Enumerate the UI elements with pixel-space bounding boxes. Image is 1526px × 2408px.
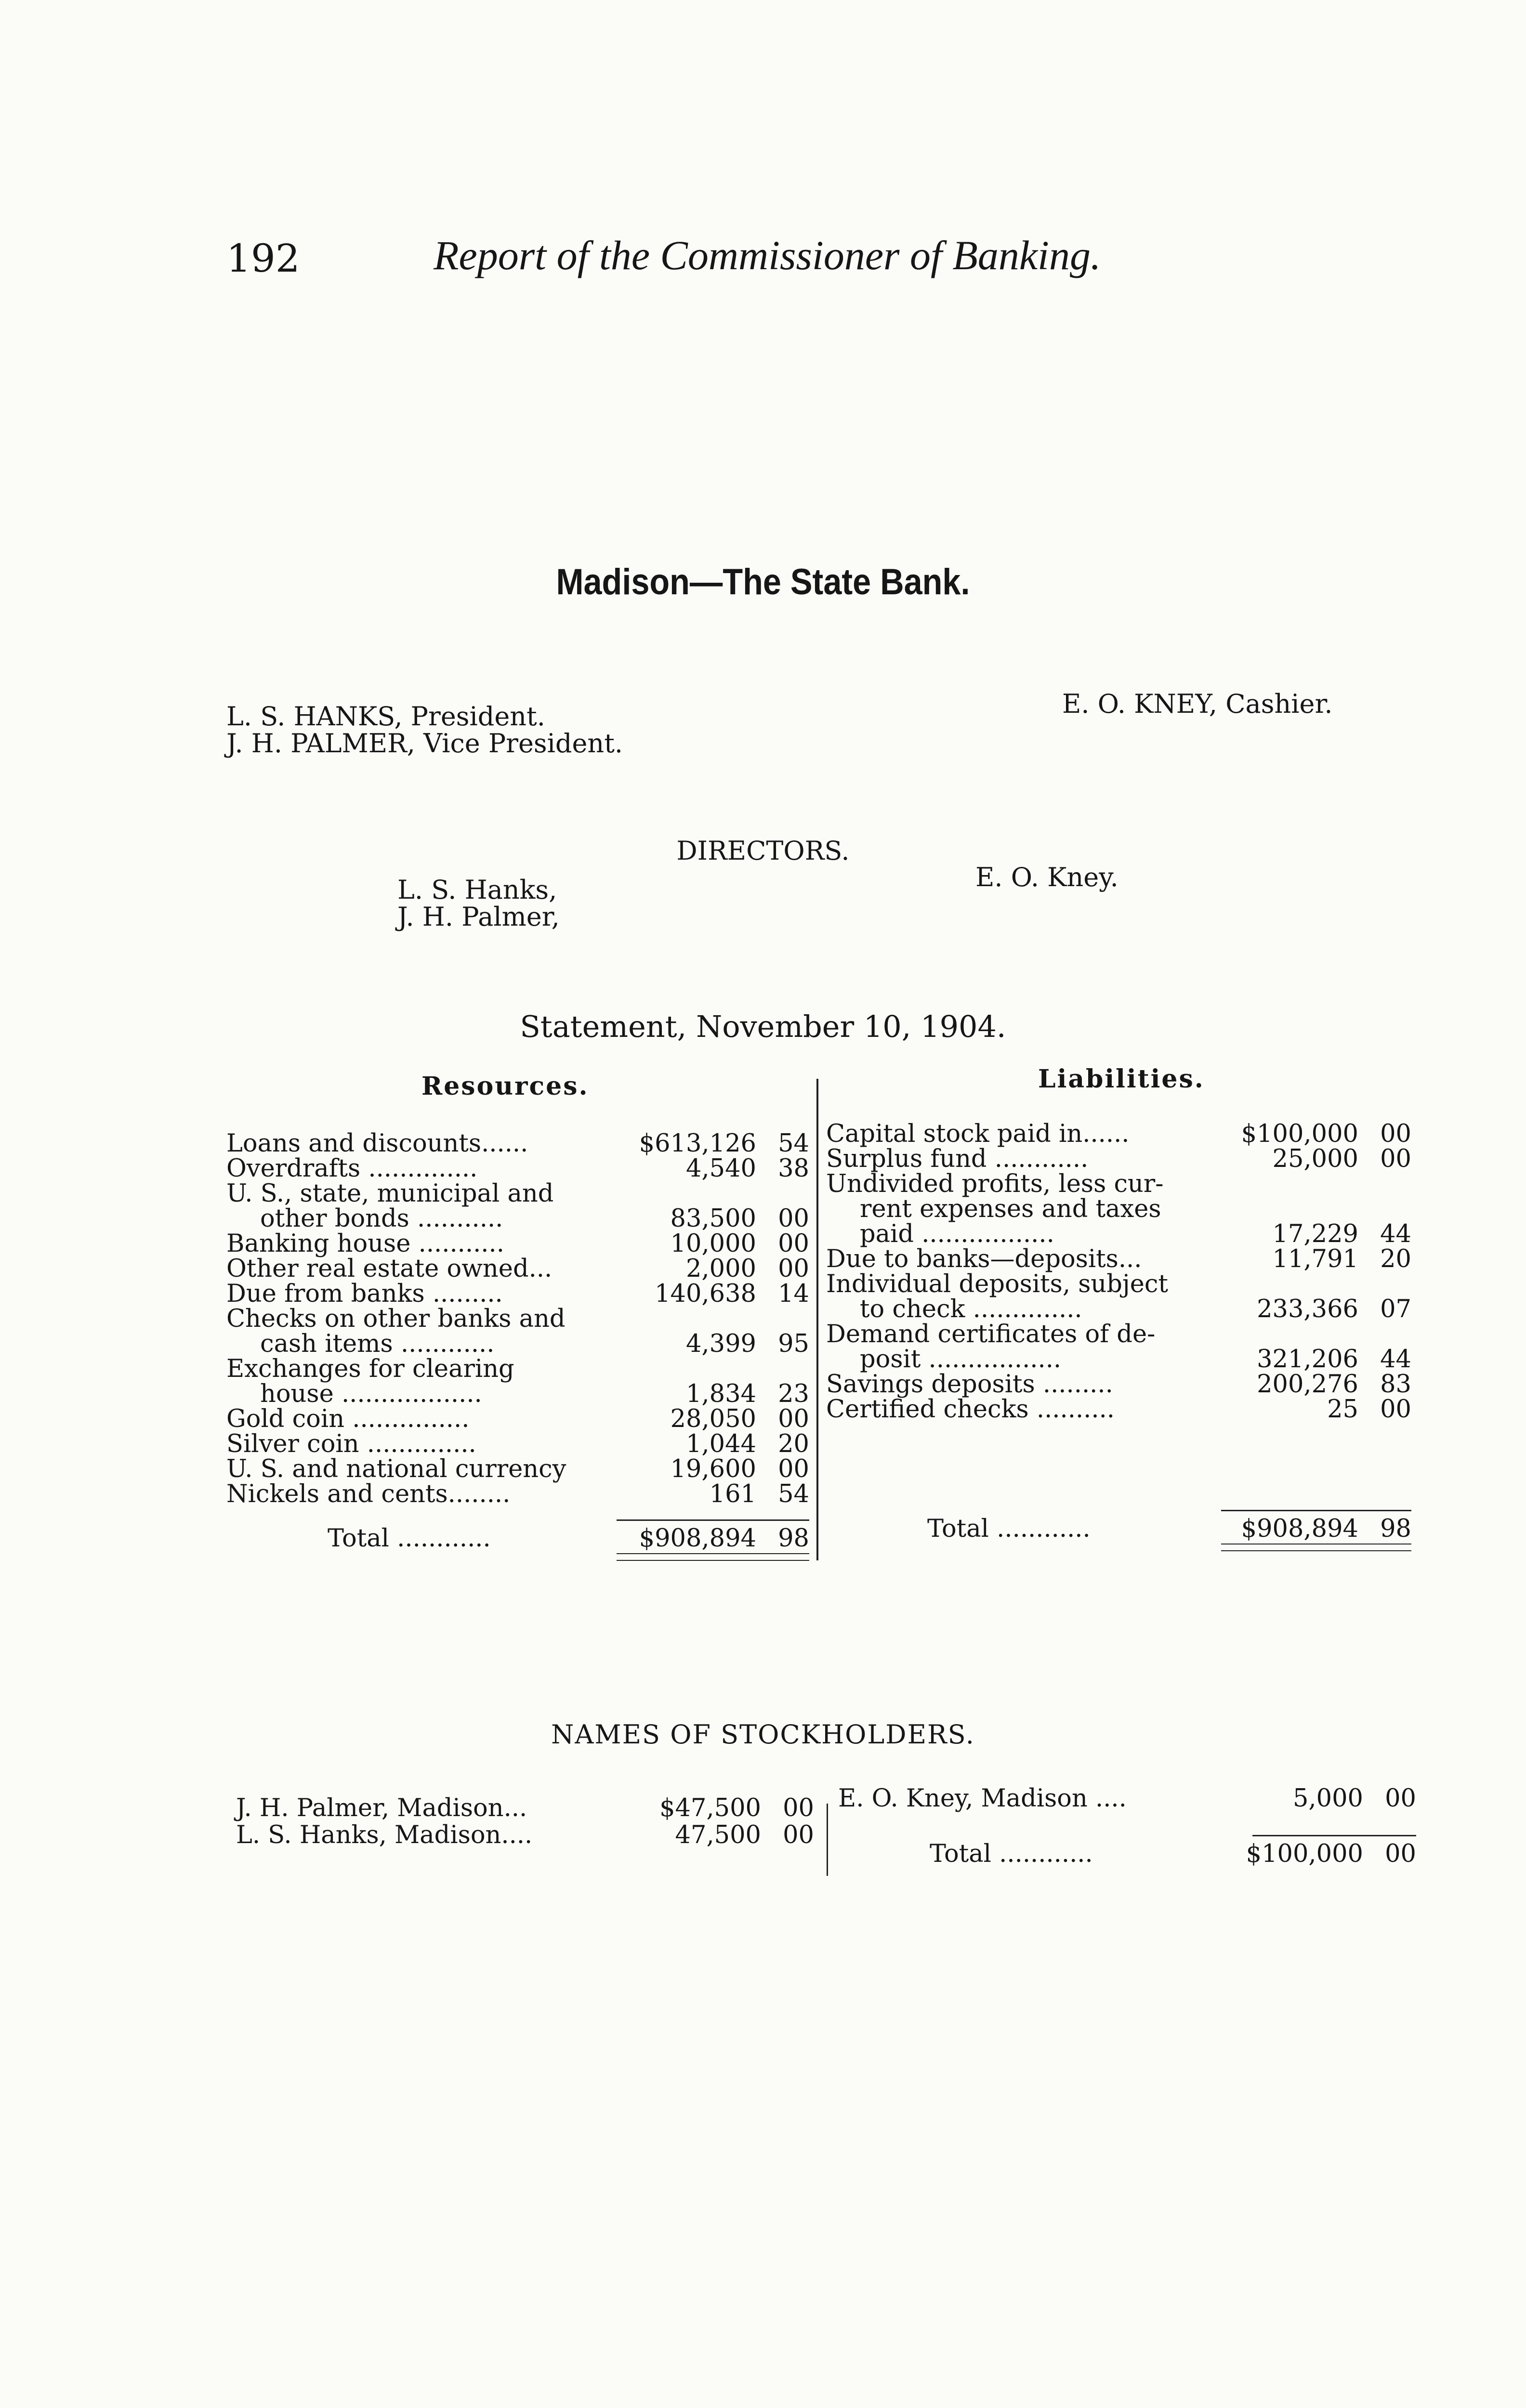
ledger-label: Certified checks ..........	[826, 1395, 1115, 1424]
ledger-label: posit .................	[860, 1345, 1062, 1374]
ledger-cents: 00	[778, 1255, 809, 1283]
total-rule	[1252, 1835, 1416, 1836]
ledger-label: Due to banks—deposits...	[826, 1245, 1142, 1273]
ledger-row	[226, 1305, 809, 1333]
ledger-label: Overdrafts ..............	[226, 1154, 478, 1183]
ledger-row	[826, 1220, 1411, 1248]
ledger-row	[226, 1330, 809, 1358]
stockholders-heading: NAMES OF STOCKHOLDERS.	[551, 1719, 975, 1750]
double-rule	[617, 1560, 809, 1561]
ledger-amount: 1,044	[685, 1430, 756, 1458]
officers-left	[226, 703, 623, 757]
ledger-label: E. O. Kney, Madison ....	[838, 1784, 1127, 1813]
ledger-cents: 14	[778, 1280, 809, 1308]
ledger-amount: 1,834	[685, 1380, 756, 1408]
ledger-row	[226, 1405, 809, 1433]
running-title: Report of the Commissioner of Banking.	[434, 232, 1101, 278]
ledger-label: Demand certificates of de-	[826, 1320, 1156, 1348]
ledger-amount: 25	[1327, 1395, 1358, 1424]
ledger-row	[236, 1794, 814, 1821]
ledger-cents: 00	[1380, 1120, 1411, 1148]
ledger-amount: 233,366	[1257, 1295, 1358, 1323]
double-rule	[1221, 1550, 1411, 1551]
ledger-amount: 10,000	[670, 1230, 756, 1258]
total-amount: $908,894	[639, 1524, 756, 1553]
ledger-label: L. S. Hanks, Madison....	[236, 1821, 533, 1849]
statement-title: Statement, November 10, 1904.	[520, 1009, 1006, 1044]
ledger-amount: 321,206	[1257, 1345, 1358, 1374]
ledger-label: Exchanges for clearing	[226, 1355, 514, 1383]
ledger-label: Silver coin ..............	[226, 1430, 476, 1458]
director-name: L. S. Hanks,	[397, 875, 557, 905]
ledger-label: paid .................	[860, 1220, 1054, 1248]
total-label: Total ............	[927, 1515, 1091, 1543]
ledger-cents: 54	[778, 1129, 809, 1158]
ledger-cents: 07	[1380, 1295, 1411, 1323]
total-label: Total ............	[328, 1524, 491, 1553]
ledger-label: U. S. and national currency	[226, 1455, 566, 1483]
cashier: E. O. KNEY, Cashier.	[1062, 689, 1333, 719]
ledger-amount: 11,791	[1272, 1245, 1358, 1273]
ledger-cents: 00	[783, 1794, 814, 1822]
ledger-cents: 00	[778, 1405, 809, 1433]
ledger-cents: 00	[778, 1204, 809, 1233]
ledger-label: other bonds ...........	[260, 1204, 503, 1233]
ledger-label: U. S., state, municipal and	[226, 1179, 554, 1208]
ledger-cents: 00	[1380, 1145, 1411, 1173]
directors-right	[975, 862, 1118, 892]
director-name: J. H. Palmer,	[397, 902, 560, 932]
total-cents: 98	[1380, 1515, 1411, 1543]
ledger-label: Banking house ...........	[226, 1230, 504, 1258]
ledger-row	[826, 1320, 1411, 1348]
ledger-cents: 20	[1380, 1245, 1411, 1273]
ledger-amount: $100,000	[1241, 1120, 1358, 1148]
ledger-cents: 00	[1385, 1784, 1416, 1813]
ledger-amount: 17,229	[1272, 1220, 1358, 1248]
stockholders-divider	[827, 1804, 828, 1876]
total-amount: $100,000	[1246, 1840, 1363, 1868]
ledger-row	[826, 1145, 1411, 1173]
ledger-cents: 00	[1380, 1395, 1411, 1424]
ledger-cents: 38	[778, 1154, 809, 1183]
total-label: Total ............	[930, 1840, 1093, 1868]
liabilities-heading: Liabilities.	[1038, 1064, 1205, 1094]
statement-divider	[816, 1079, 818, 1560]
ledger-row	[826, 1345, 1411, 1374]
total-rule	[1221, 1510, 1411, 1511]
ledger-label: Savings deposits .........	[826, 1370, 1113, 1399]
ledger-amount: 200,276	[1257, 1370, 1358, 1399]
ledger-row	[826, 1270, 1411, 1298]
director-name: E. O. Kney.	[975, 862, 1118, 892]
ledger-cents: 00	[778, 1455, 809, 1483]
stockholders-right	[838, 1784, 1419, 1881]
president: L. S. HANKS, President.	[226, 701, 545, 732]
resources-ledger	[226, 1129, 814, 1563]
directors-heading: DIRECTORS.	[676, 836, 850, 866]
ledger-cents: 95	[778, 1330, 809, 1358]
ledger-amount: 28,050	[670, 1405, 756, 1433]
directors-left	[397, 877, 560, 930]
ledger-cents: 44	[1380, 1220, 1411, 1248]
ledger-cents: 20	[778, 1430, 809, 1458]
ledger-label: Nickels and cents........	[226, 1480, 511, 1508]
ledger-label: Checks on other banks and	[226, 1305, 566, 1333]
ledger-label: to check ..............	[860, 1295, 1082, 1323]
ledger-amount: 83,500	[670, 1204, 756, 1233]
ledger-amount: 2,000	[685, 1255, 756, 1283]
ledger-label: Individual deposits, subject	[826, 1270, 1168, 1298]
ledger-row	[226, 1179, 809, 1208]
stockholders-left	[236, 1794, 819, 1890]
total-row	[838, 1840, 1416, 1867]
ledger-row	[826, 1395, 1411, 1424]
vice-president: J. H. PALMER, Vice President.	[226, 728, 623, 759]
double-rule	[617, 1553, 809, 1554]
ledger-row	[226, 1455, 809, 1483]
ledger-amount: $47,500	[659, 1794, 761, 1822]
ledger-label: Surplus fund ............	[826, 1145, 1089, 1173]
ledger-label: Other real estate owned...	[226, 1255, 553, 1283]
total-rule	[617, 1519, 809, 1521]
total-cents: 98	[778, 1524, 809, 1553]
total-row	[826, 1515, 1411, 1543]
ledger-label: rent expenses and taxes	[860, 1195, 1161, 1223]
ledger-row	[226, 1154, 809, 1183]
total-cents: 00	[1385, 1840, 1416, 1868]
ledger-row	[226, 1255, 809, 1283]
ledger-amount: 25,000	[1272, 1145, 1358, 1173]
ledger-row	[226, 1380, 809, 1408]
ledger-amount: 140,638	[655, 1280, 756, 1308]
ledger-cents: 44	[1380, 1345, 1411, 1374]
bank-title: Madison—The State Bank.	[556, 562, 970, 602]
ledger-row	[838, 1784, 1416, 1811]
ledger-row	[826, 1295, 1411, 1323]
resources-heading: Resources.	[421, 1072, 589, 1101]
ledger-label: Capital stock paid in......	[826, 1120, 1130, 1148]
ledger-cents: 83	[1380, 1370, 1411, 1399]
ledger-row	[226, 1430, 809, 1458]
ledger-row	[826, 1195, 1411, 1223]
total-row	[226, 1524, 809, 1553]
ledger-label: Due from banks .........	[226, 1280, 503, 1308]
ledger-row	[826, 1120, 1411, 1148]
ledger-amount: 47,500	[675, 1821, 761, 1849]
ledger-cents: 00	[778, 1230, 809, 1258]
ledger-row	[826, 1370, 1411, 1399]
ledger-row	[236, 1821, 814, 1848]
ledger-label: Loans and discounts......	[226, 1129, 528, 1158]
ledger-amount: 4,540	[685, 1154, 756, 1183]
ledger-row	[226, 1129, 809, 1158]
ledger-amount: 5,000	[1292, 1784, 1363, 1813]
page-number: 192	[226, 236, 300, 281]
ledger-row	[826, 1245, 1411, 1273]
ledger-amount: $613,126	[639, 1129, 756, 1158]
ledger-label: cash items ............	[260, 1330, 495, 1358]
ledger-row	[226, 1355, 809, 1383]
ledger-label: J. H. Palmer, Madison...	[236, 1794, 527, 1822]
ledger-row	[826, 1170, 1411, 1198]
ledger-cents: 00	[783, 1821, 814, 1849]
ledger-label: Undivided profits, less cur-	[826, 1170, 1164, 1198]
ledger-amount: 19,600	[670, 1455, 756, 1483]
ledger-cents: 54	[778, 1480, 809, 1508]
ledger-row	[226, 1280, 809, 1308]
liabilities-ledger	[826, 1120, 1419, 1553]
ledger-cents: 23	[778, 1380, 809, 1408]
ledger-row	[226, 1204, 809, 1233]
total-amount: $908,894	[1241, 1515, 1358, 1543]
ledger-label: Gold coin ...............	[226, 1405, 470, 1433]
ledger-amount: 4,399	[685, 1330, 756, 1358]
ledger-label: house ..................	[260, 1380, 482, 1408]
ledger-amount: 161	[709, 1480, 756, 1508]
ledger-row	[226, 1480, 809, 1508]
ledger-row	[226, 1230, 809, 1258]
